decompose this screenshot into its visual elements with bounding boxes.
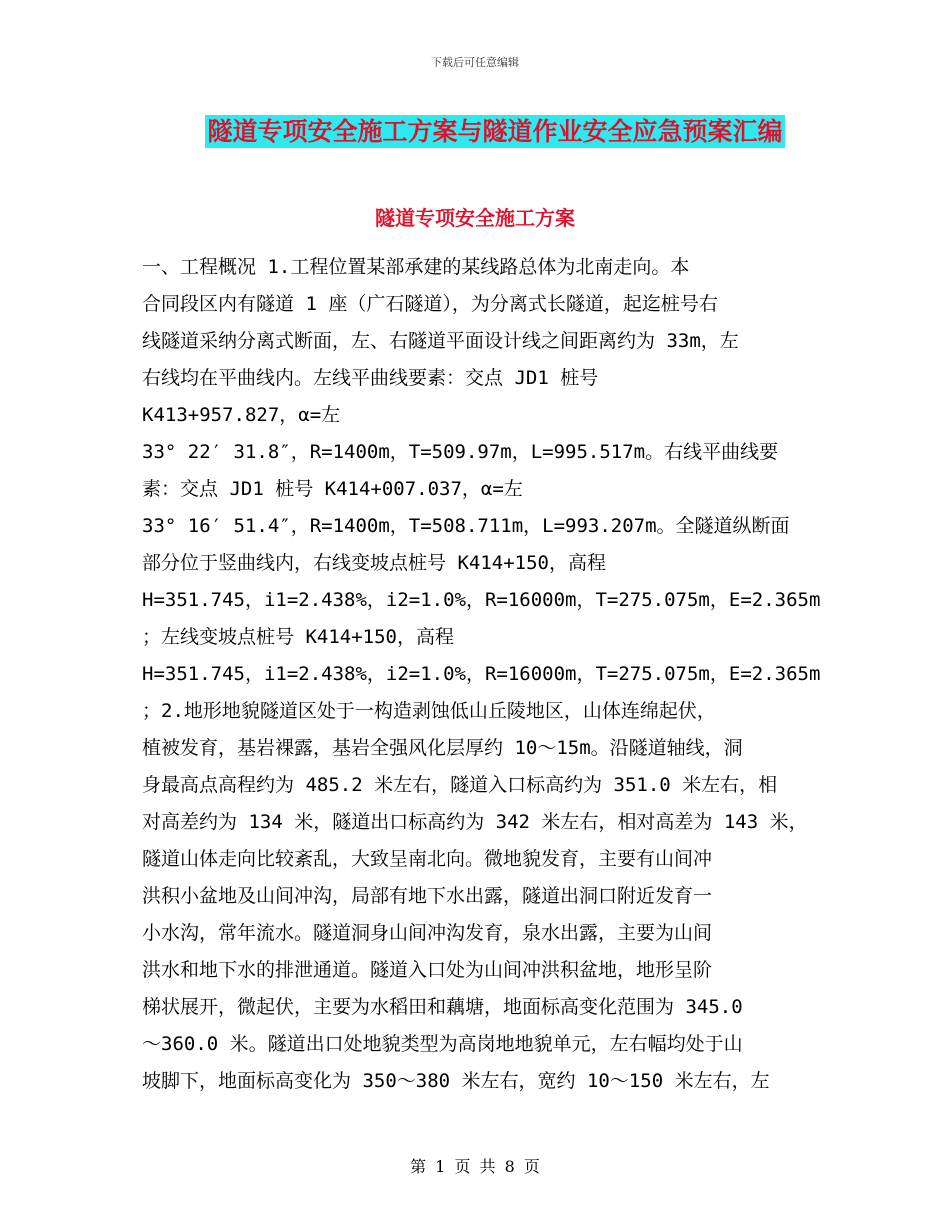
header-note: 下载后可任意编辑	[431, 56, 519, 69]
text-line: 坡脚下，地面标高变化为 350～380 米左右，宽约 10～150 米左右，左	[142, 1070, 770, 1092]
text-line: 洪水和地下水的排泄通道。隧道入口处为山间冲洪积盆地，地形呈阶	[142, 959, 713, 981]
text-line: 身最高点高程约为 485.2 米左右，隧道入口标高约为 351.0 米左右，相	[142, 774, 778, 796]
text-line: 小水沟，常年流水。隧道洞身山间冲沟发育，泉水出露，主要为山间	[142, 922, 713, 944]
text-line: 33° 16′ 51.4″，R=1400m，T=508.711m，L=993.207m。全隧道纵断面	[142, 515, 790, 537]
text-line: H=351.745，i1=2.438%，i2=1.0%，R=16000m，T=275.075m，E=2.365m	[142, 663, 821, 685]
document-title-text: 隧道专项安全施工方案与隧道作业安全应急预案汇编	[207, 117, 783, 146]
text-line: 合同段区内有隧道 1 座（广石隧道），为分离式长隧道，起迄桩号右	[142, 293, 718, 315]
body-text	[142, 252, 832, 1103]
text-line: H=351.745，i1=2.438%，i2=1.0%，R=16000m，T=275.075m，E=2.365m	[142, 589, 821, 611]
document-title	[0, 112, 950, 148]
text-line: 对高差约为 134 米，隧道出口标高约为 342 米左右，相对高差为 143 米，	[142, 811, 808, 833]
text-line: ～360.0 米。隧道出口处地貌类型为高岗地地貌单元，左右幅均处于山	[142, 1033, 743, 1055]
text-line: 部分位于竖曲线内，右线变坡点桩号 K414+150，高程	[142, 552, 606, 574]
page-footer: 第 1 页 共 8 页	[410, 1157, 540, 1176]
text-line: ；2.地形地貌隧道区处于一构造剥蚀低山丘陵地区，山体连绵起伏，	[142, 700, 716, 722]
text-line: 右线均在平曲线内。左线平曲线要素：交点 JD1 桩号	[142, 367, 599, 389]
text-line: 洪积小盆地及山间冲沟，局部有地下水出露，隧道出洞口附近发育一	[142, 885, 713, 907]
text-line: 33° 22′ 31.8″，R=1400m，T=509.97m，L=995.517m。右线平曲线要	[142, 441, 779, 463]
text-line: 素：交点 JD1 桩号 K414+007.037，α=左	[142, 478, 523, 500]
section-title: 隧道专项安全施工方案	[375, 206, 575, 230]
text-line: ；左线变坡点桩号 K414+150，高程	[142, 626, 454, 648]
text-line: 梯状展开，微起伏，主要为水稻田和藕塘，地面标高变化范围为 345.0	[142, 996, 743, 1018]
text-line: K413+957.827，α=左	[142, 404, 341, 426]
text-line: 线隧道采纳分离式断面，左、右隧道平面设计线之间距离约为 33m，左	[142, 330, 739, 352]
text-line: 一、工程概况 1.工程位置某部承建的某线路总体为北南走向。本	[142, 256, 690, 278]
text-line: 隧道山体走向比较紊乱，大致呈南北向。微地貌发育，主要有山间冲	[142, 848, 713, 870]
text-line: 植被发育，基岩裸露，基岩全强风化层厚约 10～15m。沿隧道轴线，洞	[142, 737, 743, 759]
